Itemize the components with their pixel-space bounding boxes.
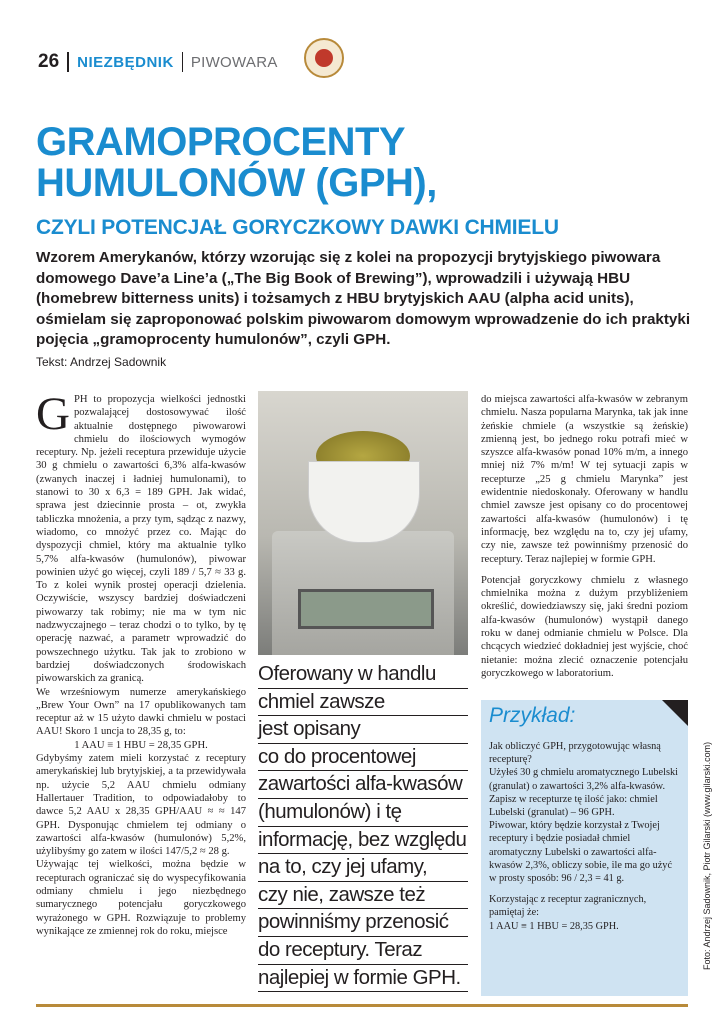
pull-quote-line: czy nie, zawsze też	[258, 882, 468, 910]
text-column-3	[481, 393, 688, 680]
bottom-rule	[36, 1004, 688, 1007]
paragraph	[36, 388, 246, 686]
title-line-2: HUMULONÓW (GPH),	[36, 161, 437, 205]
pull-quote-line: informację, bez względu	[258, 827, 468, 855]
author-byline: Tekst: Andrzej Sadownik	[36, 355, 167, 369]
pull-quote-line: powinniśmy przenosić	[258, 909, 468, 937]
example-paragraph: Jak obliczyć GPH, przygotowując własną recepturę?	[489, 741, 661, 766]
page-number: 26	[38, 51, 60, 72]
paragraph: Używając tej wielkości, można będzie w recepturach ograniczać się do wyspecyfikowania odmiany chmielu i jego niezbędnego sumarycznego potencjału goryczkowego wyrażonego w GPH. Rozwiązuje to problemy wynikające ze zmiennej rok do roku, miejsce	[36, 859, 246, 937]
section-name: NIEZBĘDNIK	[77, 53, 174, 71]
equation: 1 AAU ≡ 1 HBU = 28,35 GPH.	[74, 739, 208, 751]
example-paragraph: 1 AAU ≡ 1 HBU = 28,35 GPH.	[489, 920, 619, 932]
example-text	[489, 740, 682, 933]
page-header	[38, 50, 278, 74]
header-divider-2	[182, 52, 183, 72]
scale-display	[298, 589, 434, 629]
paragraph: do miejsca zawartości alfa-kwasów w zebranym chmielu. Nasza popularna Marynka, tak jak inne żeńskie chmiele (a wszystkie są żeńskie) zmienną jest, bo jednego roku potrafi mieć w szyszce alfa-kwasów ponad 10% m/m, a innego mniej niż 7% m/m! W tej sytuacji zapis w recepturze „25 g chmielu Marynka” jest ewidentnie niedoskonały. Oferowany w handlu chmiel zawsze jest opisany co do procentowej zawartości alfa-kwasów (humulonów) i tę informację, bez względu na to, czy jej ufamy, czy nie, zawsze też powinniśmy przenosić do receptury. Teraz najlepiej w formie GPH.	[481, 394, 688, 565]
text-column-1	[36, 388, 246, 938]
paragraph: Gdybyśmy zatem mieli korzystać z receptury amerykańskiej lub brytyjskiej, a ta przewidywała np. użycie 5,2 AAU chmielu odmiany Hallertauer Tradition, to odpowiadałoby to dawce 5,2 AAU x 28,35 GPH/AAU ≈ ≈ 147 GPH. Dysponując chmielem tej odmiany o zawartości alfa-kwasów (humulonów) 5,2%, użylibyśmy go zatem w ilości 147/5,2 ≈ 28 g.	[36, 753, 246, 858]
hops-on-scale-photo	[258, 391, 468, 655]
example-heading: Przykład:	[489, 704, 576, 727]
magazine-logo-icon	[304, 38, 344, 78]
subsection-name: PIWOWARA	[190, 53, 278, 71]
photo-credit: Foto: Andrzej Sadownik, Piotr Gilarski (www.gilarski.com)	[702, 741, 712, 970]
example-paragraph: Piwowar, który będzie korzystał z Twojej receptury i będzie posiadał chmiel aromatyczny Lubelski o zawartości alfa-kwasów 2,3%, obliczy sobie, ile ma go użyć w prosty sposób: 96 / 2,3 = 41 g.	[489, 820, 673, 885]
pull-quote-line: do receptury. Teraz	[258, 937, 468, 965]
pull-quote-line: najlepiej w formie GPH.	[258, 965, 468, 993]
pull-quote-line: co do procentowej	[258, 744, 468, 772]
pull-quote-line: (humulonów) i tę	[258, 799, 468, 827]
article-subtitle: CZYLI POTENCJAŁ GORYCZKOWY DAWKI CHMIELU	[36, 216, 559, 239]
box-corner-triangle	[662, 700, 688, 726]
header-divider	[67, 52, 69, 72]
drop-cap: G	[36, 388, 70, 440]
pull-quote-line: Oferowany w handlu	[258, 661, 468, 689]
pull-quote-line: jest opisany	[258, 716, 468, 744]
paragraph: Potencjał goryczkowy chmielu z własnego chmielnika można z dużym przybliżeniem określić, dowiedziawszy się, jaki średni poziom alfa-kwasów (humulonów) wystąpił danego roku w danej odmianie chmielu w Polsce. Dla chcących wiedzieć dokładniej jest wyjście, choć nietanie: można zlecić oznaczenie potencjału goryczkowego w laboratorium.	[481, 574, 688, 679]
example-paragraph: Korzystając z receptur zagranicznych, pamiętaj że:	[489, 894, 647, 919]
paragraph: We wrześniowym numerze amerykańskiego „Brew Your Own” na 17 opublikowanych tam receptur aż w 15 użyto dawki chmielu w postaci AAU! Skoro 1 uncja to 28,35 g, to:	[36, 686, 246, 738]
article-lead: Wzorem Amerykanów, którzy wzorując się z kolei na propozycji brytyjskiego piwowara domowego Dave’a Line’a („The Big Book of Brewing”), wprowadzili i używają HBU (homebrew bitterness units) i tożsamych z HBU brytyjskich AAU (alpha acid units), ośmielam się zaproponować polskim piwowarom domowym wprowadzenie do ich praktyki pojęcia „gramoprocenty humulonów”, czyli GPH.	[36, 249, 691, 348]
pull-quote-line: chmiel zawsze	[258, 689, 468, 717]
article-title	[36, 122, 437, 204]
pull-quote-line: zawartości alfa-kwasów	[258, 771, 468, 799]
example-paragraph: Użyłeś 30 g chmielu aromatycznego Lubelski (granulat) o zawartości 3,2% alfa-kwasów.	[489, 767, 679, 792]
example-paragraph: Zapisz w recepturze tę ilość jako: chmiel Lubelski (granulat) – 96 GPH.	[489, 793, 658, 819]
pull-quote	[258, 661, 468, 992]
pull-quote-line: na to, czy jej ufamy,	[258, 854, 468, 882]
example-box	[481, 700, 688, 996]
title-line-1: GRAMOPROCENTY	[36, 120, 406, 164]
paragraph-text: PH to propozycja wielkości jednostki pozwalającej dostosowywać ilość aktualnie dostępnego piwowarowi chmielu do ilościowych wymogów receptury. Np. jeżeli receptura przewiduje użycie 30 g chmielu o zawartości 6,3% alfa-kwasów (zwanych inaczej i ładniej humulonami), to stanowi to 30 x 6,3 = 189 GPH. Jak widać, sprawa jest dziecinnie prosta – ot, zwykła tabliczka mnożenia, a przy tym, sądząc z nazwy, wiadomo, co mnożyć przez co. Mając do dyspozycji chmiel, który ma aktualnie tylko 5,7% alfa-kwasów (humulonów), piwowar powinien użyć go więcej, czyli 189 / 5,7 ≈ 33 g. To z kolei wynik prostej operacji dzielenia. Oczywiście, wszyscy bardziej doświadczeni piwowarzy tak robimy; nie ma w tym nic nadzwyczajnego – teraz chodzi o to tylko, by tę operację nazwać, a parametr wprowadzić do powszechnego użytku. Tak jak to zrobiono w bardziej doświadczonych środowiskach piwowarskich za granicą.	[36, 394, 246, 685]
